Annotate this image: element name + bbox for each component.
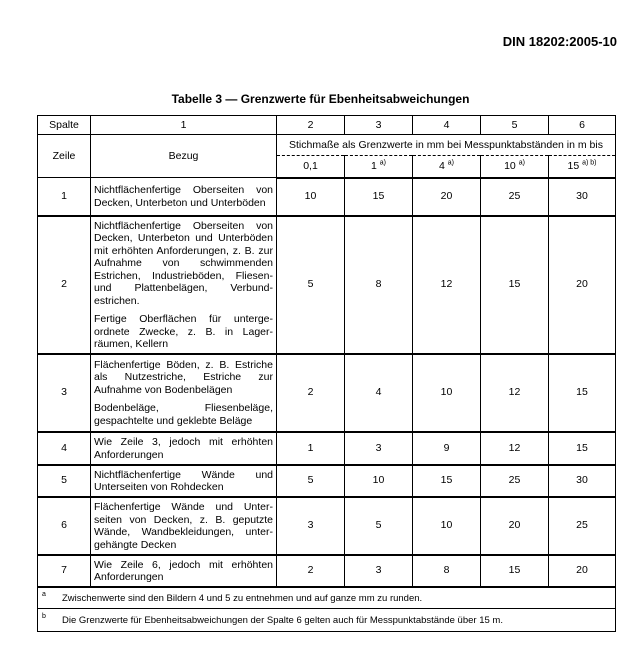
limit-value: 25 bbox=[481, 178, 549, 216]
limit-value: 9 bbox=[413, 432, 481, 465]
footnote-row bbox=[38, 587, 616, 609]
column-number: 4 bbox=[413, 116, 481, 135]
bezug-paragraph: Bodenbeläge, Fliesenbeläge, gespachtelte und geklebte Beläge bbox=[94, 402, 273, 427]
limit-value: 8 bbox=[413, 555, 481, 587]
footnote-mark: b bbox=[42, 612, 46, 620]
limit-value: 5 bbox=[345, 497, 413, 555]
table-row bbox=[38, 465, 616, 497]
limit-value: 10 bbox=[413, 354, 481, 432]
table-row bbox=[38, 497, 616, 555]
footnote bbox=[38, 587, 616, 609]
limit-value: 12 bbox=[413, 216, 481, 354]
footnote-text: Zwischenwerte sind den Bildern 4 und 5 zu entnehmen und auf ganze mm zu runden. bbox=[62, 592, 423, 604]
bezug-paragraph: Wie Zeile 3, jedoch mit erhöhten Anforderungen bbox=[94, 436, 273, 461]
limit-value: 12 bbox=[481, 432, 549, 465]
limit-value: 2 bbox=[277, 555, 345, 587]
limit-value: 20 bbox=[549, 555, 616, 587]
limit-value: 2 bbox=[277, 354, 345, 432]
limit-value: 12 bbox=[481, 354, 549, 432]
distance-header bbox=[549, 156, 616, 178]
zeile-number: 4 bbox=[38, 432, 91, 465]
column-number: 2 bbox=[277, 116, 345, 135]
limit-value: 10 bbox=[413, 497, 481, 555]
table-row bbox=[38, 555, 616, 587]
limit-value: 15 bbox=[413, 465, 481, 497]
distance-header bbox=[481, 156, 549, 178]
limit-value: 4 bbox=[345, 354, 413, 432]
footnote bbox=[38, 609, 616, 632]
limit-value: 30 bbox=[549, 178, 616, 216]
limit-value: 3 bbox=[345, 555, 413, 587]
distance-value: 10 bbox=[504, 160, 516, 172]
limit-value: 20 bbox=[549, 216, 616, 354]
footnote-reference: a) bbox=[518, 159, 525, 167]
limit-value: 15 bbox=[549, 354, 616, 432]
distance-value: 4 bbox=[439, 160, 445, 172]
column-number: 6 bbox=[549, 116, 616, 135]
stichmass-label: Stichmaße als Grenzwerte in mm bei Messpunktabständen in m bis bbox=[277, 135, 616, 156]
footnote-content bbox=[38, 613, 615, 628]
distance-header bbox=[277, 156, 345, 178]
column-number: 3 bbox=[345, 116, 413, 135]
limit-value: 25 bbox=[549, 497, 616, 555]
bezug-cell bbox=[91, 354, 277, 432]
bezug-cell bbox=[91, 555, 277, 587]
footnote-reference: a) b) bbox=[582, 159, 597, 167]
footnote-reference: a) bbox=[447, 159, 454, 167]
footnote-reference: a) bbox=[379, 159, 386, 167]
limit-value: 15 bbox=[549, 432, 616, 465]
limit-value: 8 bbox=[345, 216, 413, 354]
column-number: 5 bbox=[481, 116, 549, 135]
limit-value: 3 bbox=[277, 497, 345, 555]
flatness-limits-table bbox=[37, 115, 616, 632]
limit-value: 25 bbox=[481, 465, 549, 497]
bezug-cell bbox=[91, 178, 277, 216]
footnote-row bbox=[38, 609, 616, 632]
limit-value: 15 bbox=[481, 555, 549, 587]
zeile-number: 1 bbox=[38, 178, 91, 216]
table-row bbox=[38, 354, 616, 432]
limit-value: 10 bbox=[277, 178, 345, 216]
bezug-cell bbox=[91, 465, 277, 497]
bezug-paragraph: Flächenfertige Wände und Unter-seiten von Decken, z. B. geputzte Wände, Wandbekleidungen, unter-gehängte Decken bbox=[94, 501, 273, 551]
footnote-content bbox=[38, 591, 615, 606]
bezug-cell bbox=[91, 216, 277, 354]
table-caption: Tabelle 3 — Grenzwerte für Ebenheitsabweichungen bbox=[171, 92, 470, 106]
bezug-cell bbox=[91, 432, 277, 465]
limit-value: 5 bbox=[277, 465, 345, 497]
limit-value: 20 bbox=[413, 178, 481, 216]
limit-value: 15 bbox=[345, 178, 413, 216]
limit-value: 15 bbox=[481, 216, 549, 354]
zeile-number: 5 bbox=[38, 465, 91, 497]
distance-value: 1 bbox=[371, 160, 377, 172]
bezug-paragraph: Nichtflächenfertige Oberseiten von Decken, Unterbeton und Unterböden bbox=[94, 184, 273, 209]
zeile-number: 7 bbox=[38, 555, 91, 587]
bezug-paragraph: Nichtflächenfertige Oberseiten von Decken, Unterbeton und Unterböden mit erhöhten Anforderungen, z. B. zur Aufnahme von schwimmenden Estrichen, Industrieböden, Fliesen- und Plattenbelägen, Verbund-estrichen. bbox=[94, 219, 273, 307]
table-row bbox=[38, 178, 616, 216]
document-number: DIN 18202:2005-10 bbox=[502, 34, 617, 49]
zeile-label: Zeile bbox=[38, 135, 91, 178]
zeile-number: 3 bbox=[38, 354, 91, 432]
distance-value: 0,1 bbox=[303, 160, 318, 172]
limit-value: 20 bbox=[481, 497, 549, 555]
zeile-number: 6 bbox=[38, 497, 91, 555]
bezug-paragraph: Flächenfertige Böden, z. B. Estriche als Nutzestriche, Estriche zur Aufnahme von Bodenbelägen bbox=[94, 358, 273, 396]
table-row bbox=[38, 432, 616, 465]
distance-value: 15 bbox=[567, 160, 580, 172]
limit-value: 1 bbox=[277, 432, 345, 465]
header-row-stichmass bbox=[38, 135, 616, 156]
footnote-mark: a bbox=[42, 590, 46, 598]
limit-value: 30 bbox=[549, 465, 616, 497]
bezug-paragraph: Nichtflächenfertige Wände und Unterseiten von Rohdecken bbox=[94, 468, 273, 493]
table-row bbox=[38, 216, 616, 354]
limit-value: 5 bbox=[277, 216, 345, 354]
footnote-text: Die Grenzwerte für Ebenheitsabweichungen der Spalte 6 gelten auch für Messpunktabstände über 15 m. bbox=[62, 614, 503, 626]
distance-header bbox=[413, 156, 481, 178]
zeile-number: 2 bbox=[38, 216, 91, 354]
column-number: 1 bbox=[91, 116, 277, 135]
bezug-cell bbox=[91, 497, 277, 555]
distance-header bbox=[345, 156, 413, 178]
limit-value: 3 bbox=[345, 432, 413, 465]
bezug-paragraph: Fertige Oberflächen für unterge-ordnete Zwecke, z. B. in Lager-räumen, Kellern bbox=[94, 313, 273, 350]
bezug-paragraph: Wie Zeile 6, jedoch mit erhöhten Anforderungen bbox=[94, 558, 273, 583]
column-number-row bbox=[38, 116, 616, 135]
limit-value: 10 bbox=[345, 465, 413, 497]
bezug-label: Bezug bbox=[91, 135, 277, 178]
spalte-label: Spalte bbox=[38, 116, 91, 135]
